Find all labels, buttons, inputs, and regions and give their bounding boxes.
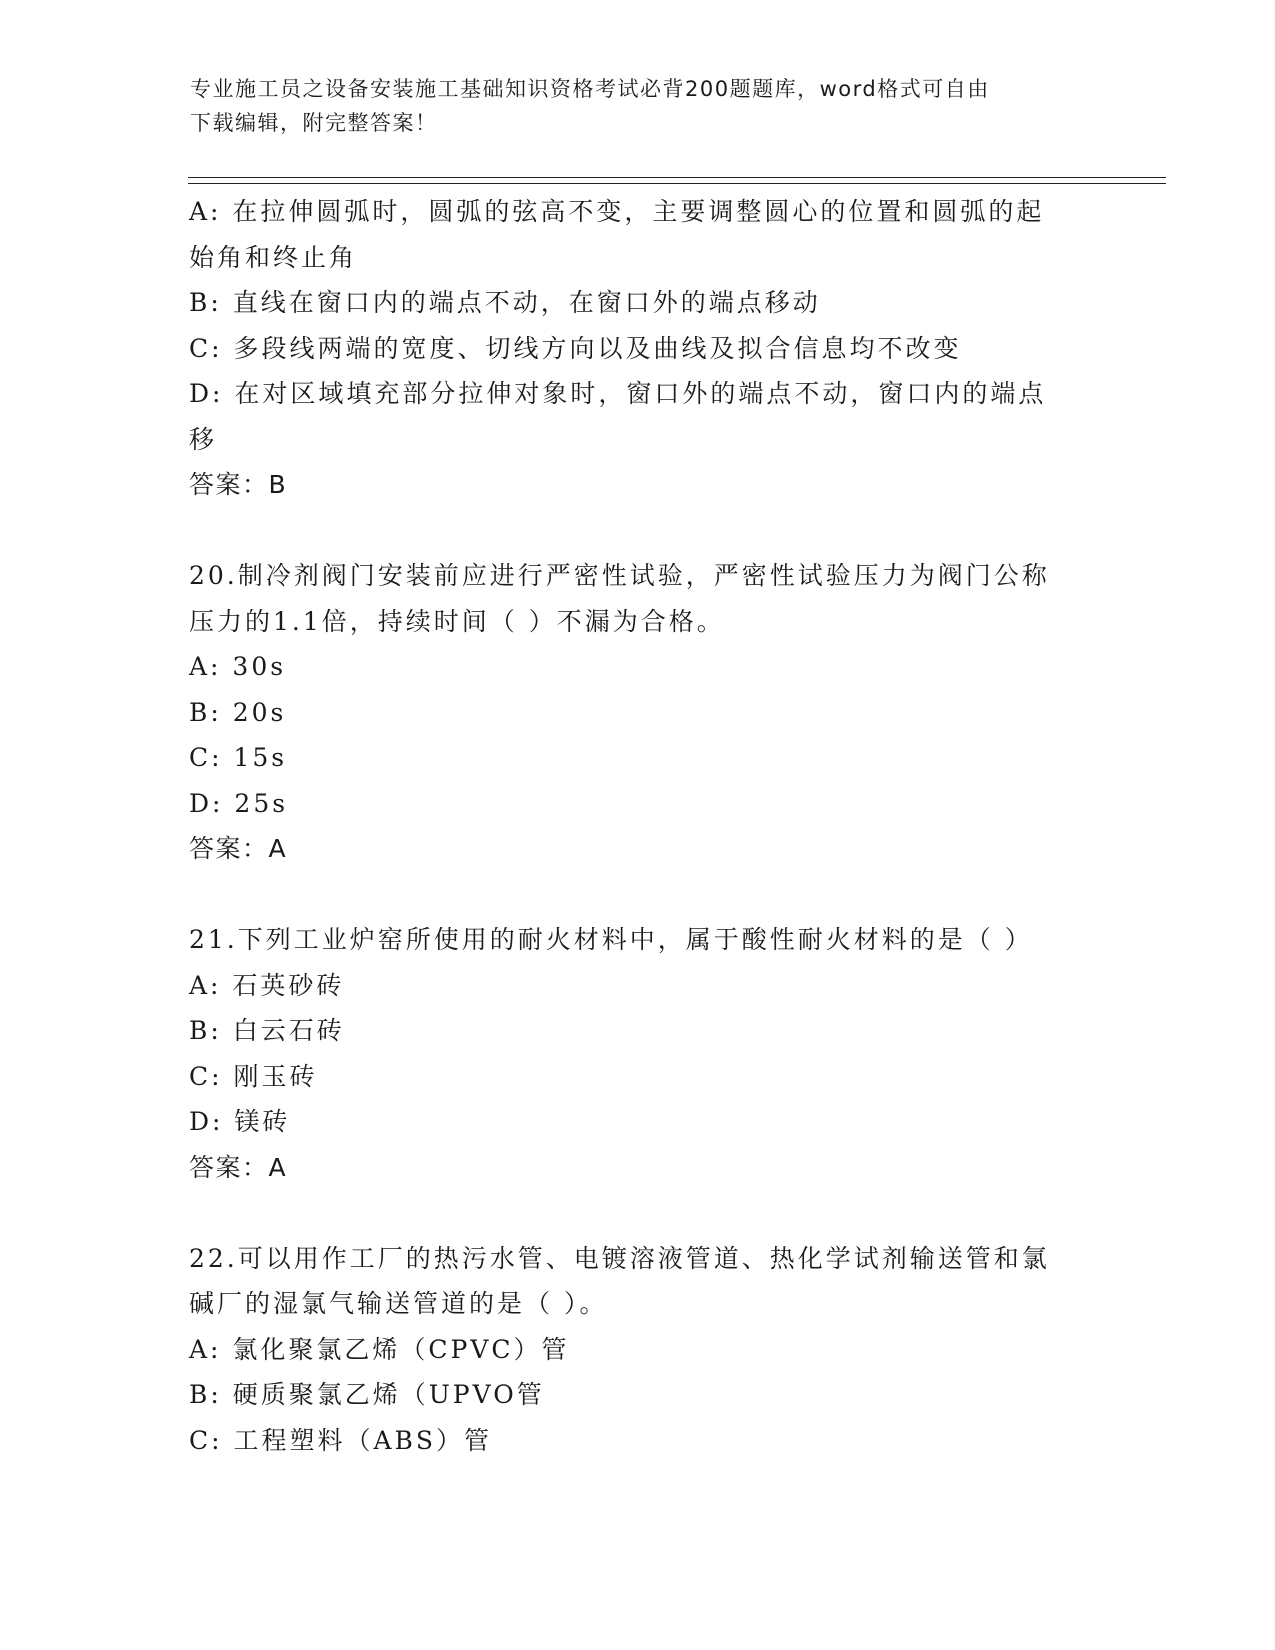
header-line-2: 下载编辑，附完整答案！ xyxy=(190,111,438,135)
option-d-line-2: 移 xyxy=(189,424,218,454)
question-stem-line-1: 20.制冷剂阀门安装前应进行严密性试验，严密性试验压力为阀门公称 xyxy=(189,561,1050,590)
answer: 答案：A xyxy=(189,1152,288,1182)
question-stem-line-2: 碱厂的湿氯气输送管道的是（ ）。 xyxy=(189,1289,608,1318)
header-line-1: 专业施工员之设备安装施工基础知识资格考试必背200题题库，word格式可自由 xyxy=(190,77,990,101)
option-b: B: 硬质聚氯乙烯（UPVO管 xyxy=(189,1380,545,1409)
option-d: D: 25s xyxy=(189,788,289,818)
header-divider-top xyxy=(188,177,1166,178)
option-c: C: 多段线两端的宽度、切线方向以及曲线及拟合信息均不改变 xyxy=(189,333,962,363)
answer: 答案：A xyxy=(189,834,288,863)
answer: 答案：B xyxy=(189,470,288,499)
option-b: B: 直线在窗口内的端点不动，在窗口外的端点移动 xyxy=(189,288,821,317)
option-c: C: 刚玉砖 xyxy=(189,1061,318,1091)
option-a: A: 氯化聚氯乙烯（CPVC）管 xyxy=(189,1334,570,1364)
option-b: B: 白云石砖 xyxy=(189,1016,345,1045)
option-c: C: 工程塑料（ABS）管 xyxy=(189,1425,493,1455)
question-21 xyxy=(189,917,1089,1190)
question-list xyxy=(189,189,1089,1463)
spacer xyxy=(189,508,1089,554)
document-header xyxy=(190,72,1090,140)
question-stem-line-1: 22.可以用作工厂的热污水管、电镀溶液管道、热化学试剂输送管和氯 xyxy=(189,1243,1050,1273)
option-a-line-2: 始角和终止角 xyxy=(189,242,358,272)
spacer xyxy=(189,1190,1089,1236)
question-20 xyxy=(189,553,1089,872)
header-divider-bottom xyxy=(188,183,1166,184)
option-a-line-1: A: 在拉伸圆弧时，圆弧的弦高不变，主要调整圆心的位置和圆弧的起 xyxy=(189,197,1045,226)
spacer xyxy=(189,872,1089,918)
option-d-line-1: D: 在对区域填充部分拉伸对象时，窗口外的端点不动，窗口内的端点 xyxy=(189,379,1047,408)
question-22 xyxy=(189,1236,1089,1464)
question-stem-line-2: 压力的1.1倍，持续时间（ ）不漏为合格。 xyxy=(189,606,725,636)
option-d: D: 镁砖 xyxy=(189,1107,291,1136)
question-19 xyxy=(189,189,1089,508)
question-stem: 21.下列工业炉窑所使用的耐火材料中，属于酸性耐火材料的是（ ） xyxy=(189,925,1033,954)
option-a: A: 30s xyxy=(189,652,287,681)
option-b: B: 20s xyxy=(189,697,287,727)
option-a: A: 石英砂砖 xyxy=(189,970,345,1000)
option-c: C: 15s xyxy=(189,743,288,772)
